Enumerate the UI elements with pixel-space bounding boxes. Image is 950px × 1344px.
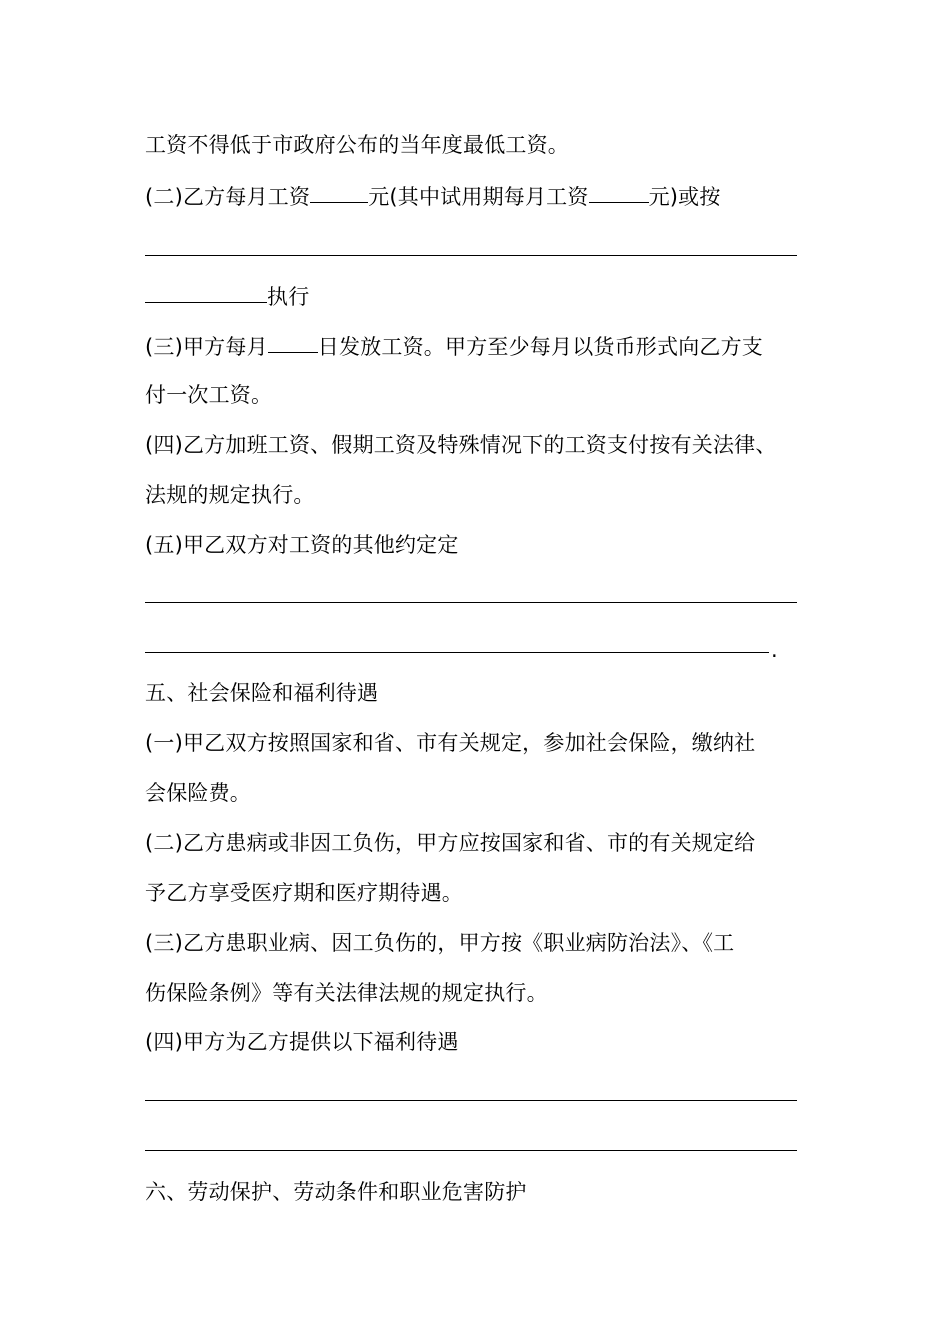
paragraph-line: 付一次工资。 [145,383,273,407]
wage-basis-blank[interactable] [145,280,267,303]
payday-blank[interactable] [268,330,318,353]
section-heading: 五、社会保险和福利待遇 [145,681,379,705]
probation-wage-blank[interactable] [589,180,649,203]
paragraph-line: (三)乙方患职业病、因工负伤的，甲方按《职业病防治法》、《工 [145,931,735,955]
paragraph-line: (四)甲方为乙方提供以下福利待遇 [145,1030,459,1054]
fill-in-rule[interactable] [145,602,797,603]
payday-clause-label: (三)甲方每月 [145,335,268,359]
probation-wage-label: 元(其中试用期每月工资 [368,185,589,209]
payday-clause-tail: 日发放工资。甲方至少每月以货币形式向乙方支 [317,335,763,359]
execute-line [145,281,309,311]
fill-in-rule[interactable] [145,652,769,653]
paragraph-line: (二)乙方患病或非因工负伤，甲方应按国家和省、市的有关规定给 [145,831,756,855]
fill-in-rule[interactable] [145,1150,797,1151]
paragraph-line: (五)甲乙双方对工资的其他约定定 [145,533,459,557]
section-heading: 六、劳动保护、劳动条件和职业危害防护 [145,1180,527,1204]
paragraph-line: 工资不得低于市政府公布的当年度最低工资。 [145,133,569,157]
paragraph-line: (四)乙方加班工资、假期工资及特殊情况下的工资支付按有关法律、 [145,433,777,457]
paragraph-line: 伤保险条例》等有关法律法规的规定执行。 [145,981,548,1005]
execute-label: 执行 [267,285,310,309]
fill-in-rule[interactable] [145,255,797,256]
payday-clause-line [145,331,763,361]
wage-clause-tail: 元)或按 [648,185,721,209]
fill-in-rule[interactable] [145,1100,797,1101]
paragraph-line: 会保险费。 [145,781,251,805]
period-mark: . [771,638,778,662]
wage-clause-line [145,181,721,211]
monthly-wage-blank[interactable] [310,180,368,203]
wage-clause-label: (二)乙方每月工资 [145,185,311,209]
paragraph-line: 法规的规定执行。 [145,483,315,507]
paragraph-line: 予乙方享受医疗期和医疗期待遇。 [145,881,463,905]
paragraph-line: (一)甲乙双方按照国家和省、市有关规定，参加社会保险，缴纳社 [145,731,756,755]
